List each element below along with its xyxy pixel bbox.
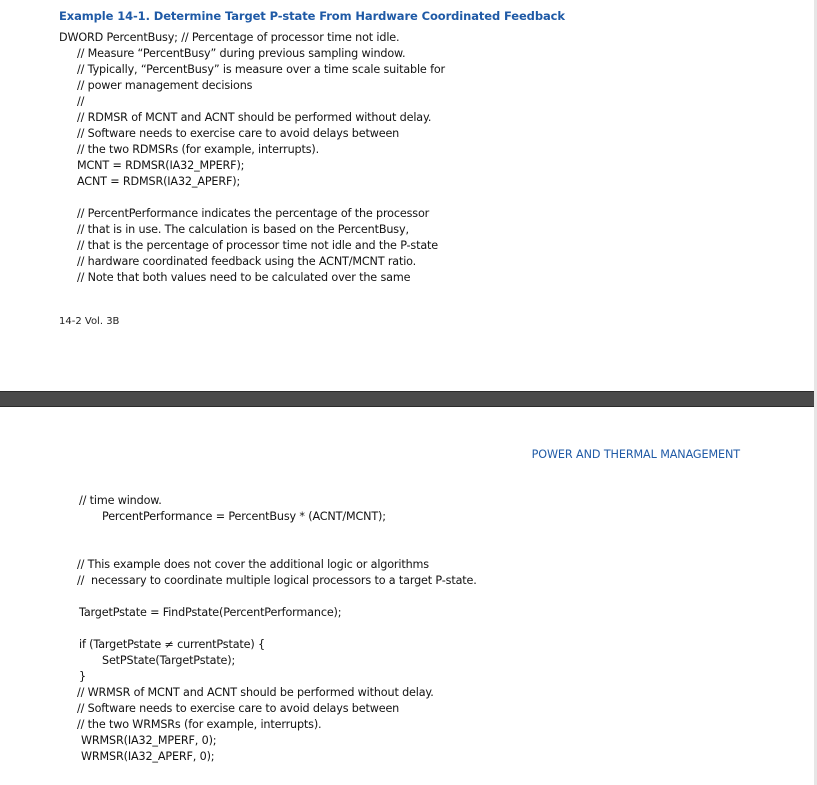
code-line: // Software needs to exercise care to avoid delays between [77,702,400,715]
document-page-2 [0,407,815,785]
code-line: // necessary to coordinate multiple logical processors to a target P-state. [77,574,477,587]
code-line: WRMSR(IA32_APERF, 0); [81,750,215,763]
code-line: // the two RDMSRs (for example, interrupts). [77,143,320,156]
code-line: // This example does not cover the additional logic or algorithms [77,558,429,571]
code-line: // Note that both values need to be calculated over the same [77,271,411,284]
code-line: // the two WRMSRs (for example, interrupts). [77,718,322,731]
code-line: // WRMSR of MCNT and ACNT should be performed without delay. [77,686,434,699]
code-line: MCNT = RDMSR(IA32_MPERF); [77,159,245,172]
page-separator [0,391,817,407]
code-line: SetPState(TargetPstate); [102,654,236,667]
code-line: // time window. [79,494,162,507]
code-line: TargetPstate = FindPstate(PercentPerformance); [79,606,342,619]
code-line: DWORD PercentBusy; // Percentage of processor time not idle. [59,31,400,44]
code-line: // Measure “PercentBusy” during previous sampling window. [77,47,406,60]
code-line: // that is the percentage of processor time not idle and the P-state [77,239,439,252]
running-header: POWER AND THERMAL MANAGEMENT [531,448,740,461]
example-title: Example 14-1. Determine Target P-state From Hardware Coordinated Feedback [59,9,565,23]
code-line: // that is in use. The calculation is based on the PercentBusy, [77,223,409,236]
code-line: // hardware coordinated feedback using the ACNT/MCNT ratio. [77,255,417,268]
code-line: // Software needs to exercise care to avoid delays between [77,127,400,140]
code-line: PercentPerformance = PercentBusy * (ACNT/MCNT); [102,510,386,523]
code-line: // power management decisions [77,79,253,92]
document-page-1 [0,0,815,391]
code-line: ACNT = RDMSR(IA32_APERF); [77,175,241,188]
code-line: if (TargetPstate ≠ currentPstate) { [79,638,265,651]
code-line: // PercentPerformance indicates the percentage of the processor [77,207,430,220]
page-footer: 14-2 Vol. 3B [59,316,120,327]
code-line: // RDMSR of MCNT and ACNT should be performed without delay. [77,111,432,124]
code-line: // [77,95,85,108]
code-line: WRMSR(IA32_MPERF, 0); [81,734,217,747]
code-line: } [79,670,86,683]
code-line: // Typically, “PercentBusy” is measure over a time scale suitable for [77,63,446,76]
